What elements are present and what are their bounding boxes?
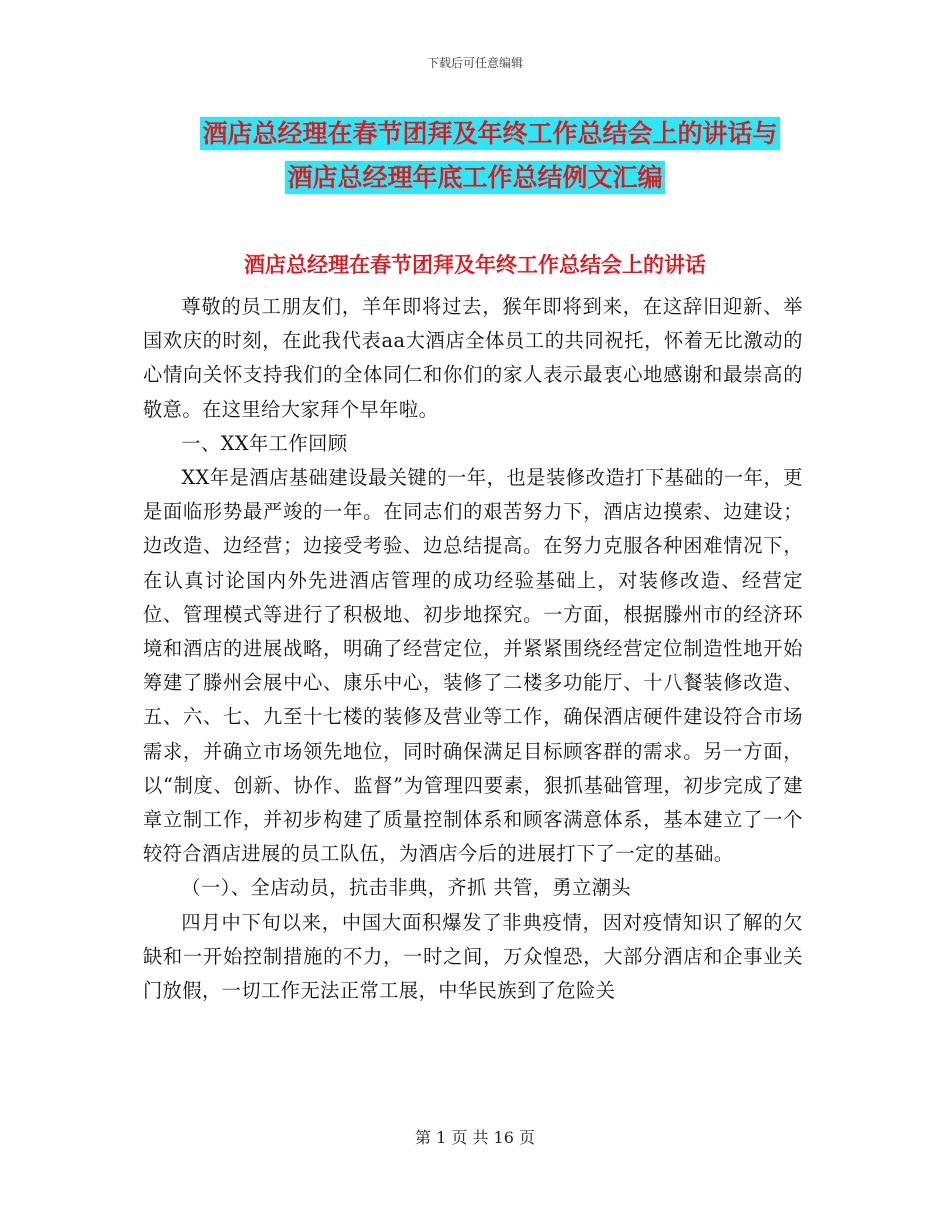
document-title-line-2-text: 酒店总经理年底工作总结例文汇编 [287,163,663,192]
paragraph-review: XX年是酒店基础建设最关键的一年，也是装修改造打下基础的一年，更是面临形势最严竣的一年。在同志们的艰苦努力下，酒店边摸索、边建设；边改造、边经营；边接受考验、边总结提高。在努力克服各种困难情况下，在认真讨论国内外先进酒店管理的成功经验基础上，对装修改造、经营定位、管理模式等进行了积极地、初步地探究。一方面，根据滕州市的经济环境和酒店的进展战略，明确了经营定位，并紧紧围绕经营定位制造性地开始筹建了滕州会展中心、康乐中心，装修了二楼多功能厅、十八餐装修改造、五、六、七、九至十七楼的装修及营业等工作，确保酒店硬件建设符合市场需求，并确立市场领先地位，同时确保满足目标顾客群的需求。另一方面，以“制度、创新、协作、监督”为管理四要素，狠抓基础管理，初步完成了建章立制工作，并初步构建了质量控制体系和顾客满意体系，基本建立了一个较符合酒店进展的员工队伍，为酒店今后的进展打下了一定的基础。 [143,466,803,866]
document-title-line-2 [0,158,950,194]
paragraph-sars: 四月中下旬以来，中国大面积爆发了非典疫情，因对疫情知识了解的欠缺和一开始控制措施的不力，一时之间，万众惶恐，大部分酒店和企事业关门放假，一切工作无法正常工展，中华民族到了危险关 [143,910,803,1003]
paragraph-heading-review: 一、XX年工作回顾 [181,431,348,455]
document-body [143,290,803,1008]
document-title-line-1-text: 酒店总经理在春节团拜及年终工作总结会上的讲话与 [202,119,778,148]
paragraph-greeting: 尊敬的员工朋友们，羊年即将过去，猴年即将到来，在这辞旧迎新、举国欢庆的时刻，在此我代表aa大酒店全体员工的共同祝托，怀着无比激动的心情向关怀支持我们的全体同仁和你们的家人表示最衷心地感谢和最崇高的敬意。在这里给大家拜个早年啦。 [143,295,803,421]
page-footer: 第 1 页 共 16 页 [415,1128,535,1147]
section-title: 酒店总经理在春节团拜及年终工作总结会上的讲话 [244,252,706,277]
paragraph-heading-sars: （一）、全店动员，抗击非典，齐抓 共管，勇立潮头 [181,876,632,900]
header-note: 下载后可任意编辑 [426,56,523,70]
document-title-line-1 [0,114,950,150]
